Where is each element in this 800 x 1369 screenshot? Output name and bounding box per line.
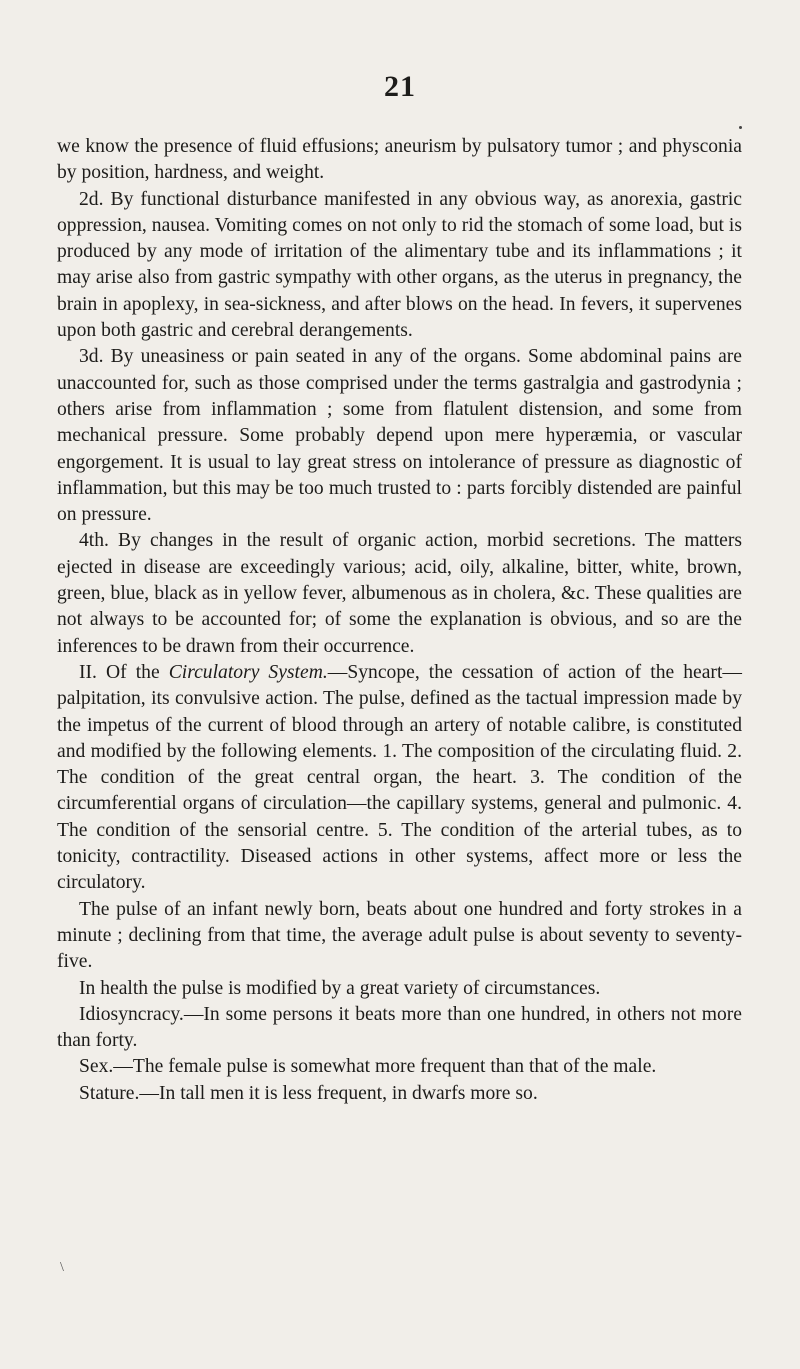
paragraph-organic-action: 4th. By changes in the result of organic action, morbid secretions. The matters ejected in disease are exceedingly various; acid, oily, alkaline, bitter, white, brown, green, blue, black as in yellow fever, albumenous as in cholera, &c. These qualities are not always to be accounted for; of some the explanation is obvious, and so are the inferences to be drawn from their occurrence. (57, 530, 742, 657)
section-body: —Syncope, the cessation of action of the heart—palpitation, its convulsive action. The pulse, defined as the tactual impression made by the impetus of the current of blood through an artery of notable calibre, is constituted and modified by the following elements. 1. The composition of the circulating fluid. 2. The condition of the great central organ, the heart. 3. The condition of the circumferential organs of circulation—the capillary systems, general and pulmonic. 4. The condition of the sensorial centre. 5. The condition of the arterial tubes, as to tonicity, contractility. Diseased actions in other systems, affect more or less the circulatory. (57, 661, 742, 894)
paragraph-health: In health the pulse is modified by a great variety of circumstances. (79, 977, 601, 999)
paragraph-circulatory-system (57, 660, 742, 897)
paragraph-continuation: we know the presence of fluid effusions; aneurism by pulsatory tumor ; and physconia by position, hardness, and weight. (57, 136, 742, 184)
paragraph-infant-pulse: The pulse of an infant newly born, beats about one hundred and forty strokes in a minute ; declining from that time, the average adult pulse is about seventy to seventy-five. (57, 898, 742, 973)
paragraph-sex: Sex.—The female pulse is somewhat more frequent than that of the male. (79, 1056, 657, 1078)
scan-speck (739, 126, 742, 129)
paragraph-uneasiness-pain: 3d. By uneasiness or pain seated in any of the organs. Some abdominal pains are unaccounted for, such as those comprised under the terms gastralgia and gastrodynia ; others arise from inflammation ; some from flatulent distension, and some from mechanical pressure. Some probably depend upon mere hyperæmia, or vascular engorgement. It is usual to lay great stress on intolerance of pressure as diagnostic of inflammation, but this may be too much trusted to : parts forcibly distended are painful on pressure. (57, 346, 742, 526)
paragraph-stature: Stature.—In tall men it is less frequent, in dwarfs more so. (79, 1082, 538, 1104)
body-text (57, 134, 742, 1107)
paragraph-functional-disturbance: 2d. By functional disturbance manifested in any obvious way, as anorexia, gastric oppression, nausea. Vomiting comes on not only to rid the stomach of some load, but is produced by any mode of irritation of the alimentary tube and its inflammations ; it may arise also from gastric sympathy with other organs, as the uterus in pregnancy, the brain in apoplexy, in sea-sickness, and after blows on the head. In fevers, it supervenes upon both gastric and cerebral derangements. (57, 188, 742, 342)
paragraph-idiosyncracy: Idiosyncracy.—In some persons it beats more than one hundred, in others not more than forty. (57, 1003, 742, 1052)
section-title-italic: Circulatory System. (168, 661, 328, 683)
stray-mark: \ (60, 1260, 64, 1275)
section-prefix: II. Of the (79, 661, 169, 683)
page-number: 21 (384, 70, 416, 103)
